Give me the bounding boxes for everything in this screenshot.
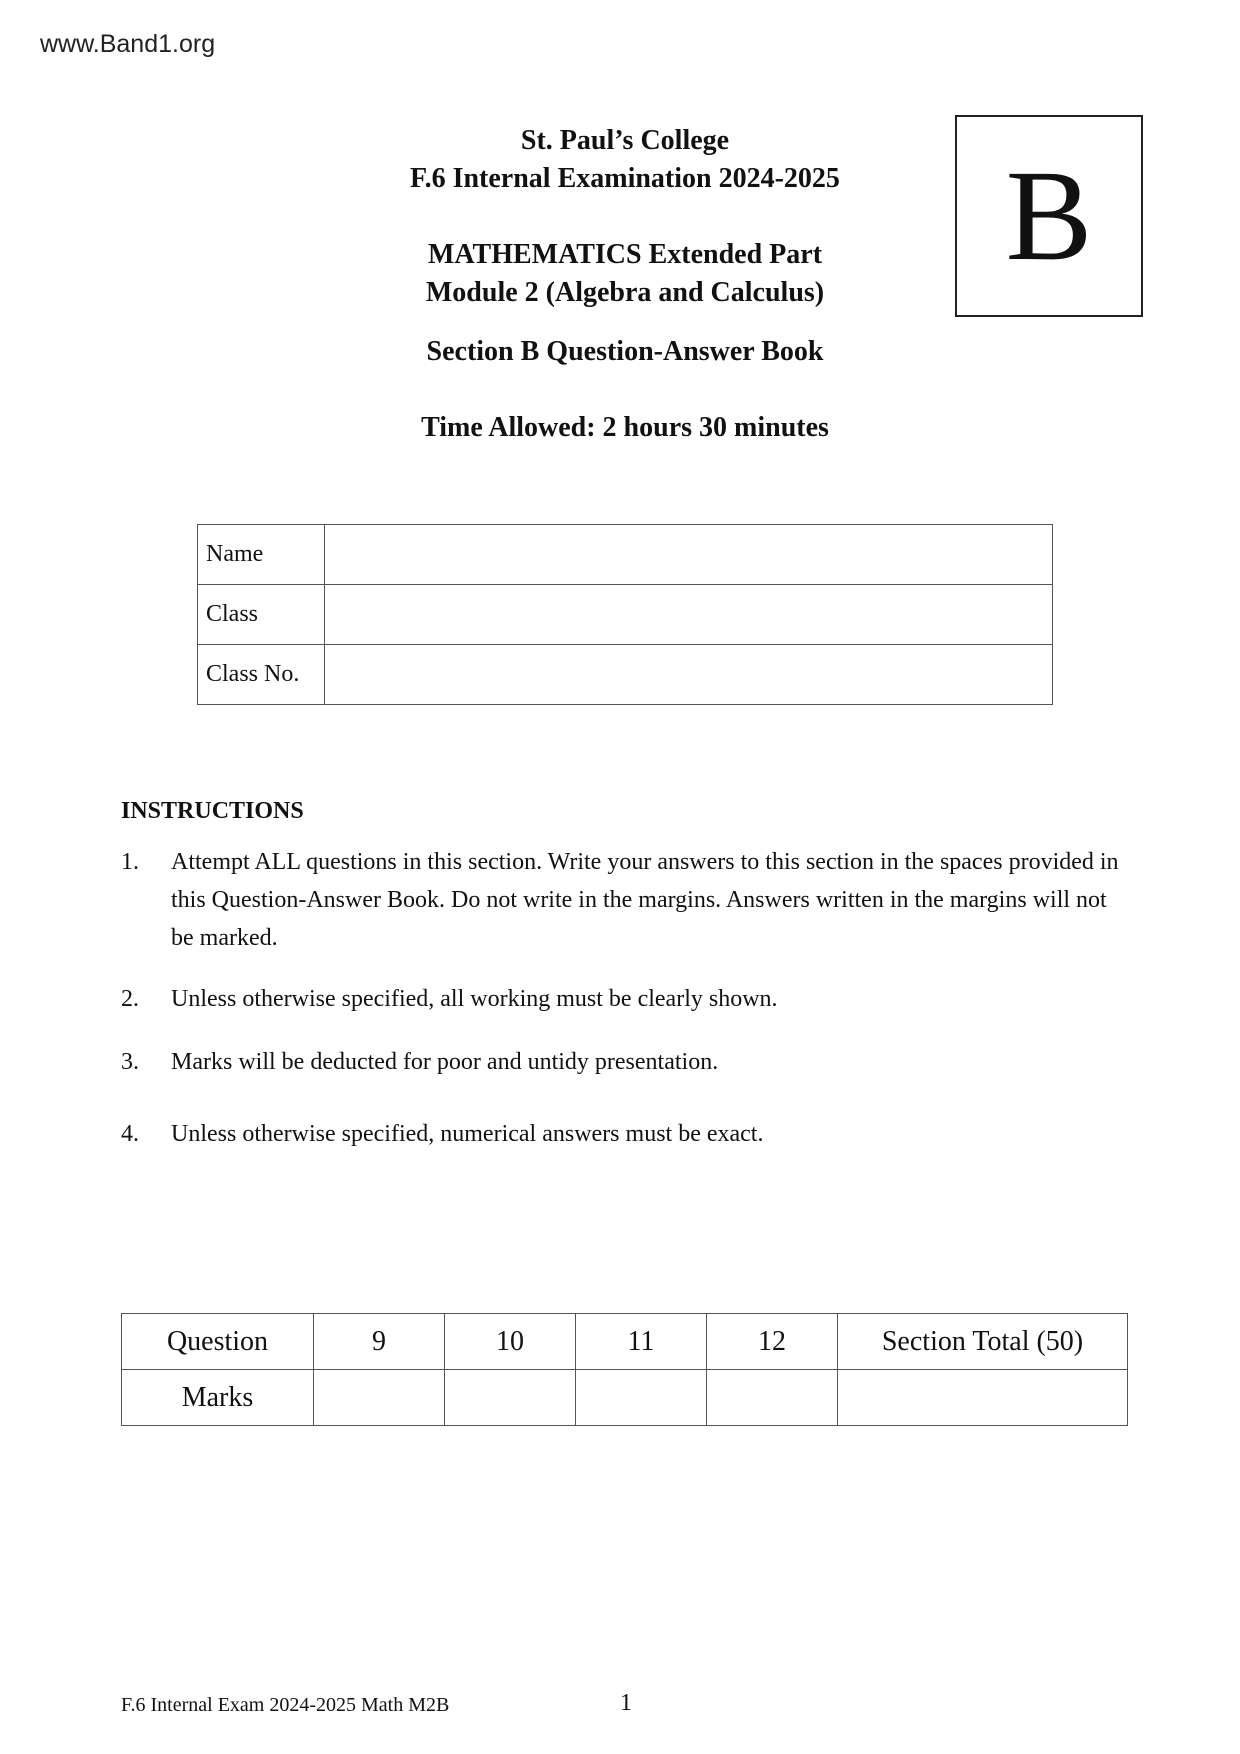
exam-name: F.6 Internal Examination 2024-2025	[410, 163, 840, 194]
section-letter-box: B	[955, 115, 1143, 317]
question-number-cell: 10	[445, 1314, 576, 1370]
instruction-number: 4.	[121, 1121, 139, 1147]
info-label: Class No.	[198, 645, 325, 705]
exam-header-top	[320, 122, 930, 198]
footer-exam-label: F.6 Internal Exam 2024-2025 Math M2B	[121, 1694, 450, 1716]
instruction-number: 2.	[121, 986, 139, 1012]
school-name: St. Paul’s College	[520, 125, 730, 156]
info-row-class	[198, 585, 1053, 645]
section-total-header-cell: Section Total (50)	[838, 1314, 1128, 1370]
instruction-text: Unless otherwise specified, all working must be clearly shown.	[171, 986, 778, 1012]
book-title-block	[320, 333, 930, 371]
class-no-field[interactable]	[325, 645, 1053, 705]
marks-cell[interactable]	[707, 1370, 838, 1426]
marks-cell[interactable]	[314, 1370, 445, 1426]
info-label: Name	[198, 525, 325, 585]
instruction-text: Attempt ALL questions in this section. Write your answers to this section in the spaces provided in this Question-Answer Book. Do not write in the margins. Answers written in the margins will not be marked.	[171, 849, 1119, 951]
subject-title: MATHEMATICS Extended Part	[427, 239, 823, 270]
instruction-text: Marks will be deducted for poor and untidy presentation.	[171, 1049, 719, 1075]
marks-cell[interactable]	[576, 1370, 707, 1426]
marks-values-row	[122, 1370, 1128, 1426]
question-number-cell: 11	[576, 1314, 707, 1370]
page-number: 1	[620, 1690, 632, 1716]
marks-label-cell: Marks	[122, 1370, 314, 1426]
question-header-cell: Question	[122, 1314, 314, 1370]
instruction-text: Unless otherwise specified, numerical answers must be exact.	[171, 1121, 764, 1147]
info-label: Class	[198, 585, 325, 645]
exam-subject-block	[320, 236, 930, 312]
time-allowed: Time Allowed: 2 hours 30 minutes	[421, 412, 829, 443]
instructions-heading: INSTRUCTIONS	[121, 798, 304, 824]
name-field[interactable]	[325, 525, 1053, 585]
class-field[interactable]	[325, 585, 1053, 645]
instruction-number: 3.	[121, 1049, 139, 1075]
watermark-url: www.Band1.org	[40, 30, 216, 58]
marks-table	[121, 1313, 1128, 1426]
question-number-cell: 12	[707, 1314, 838, 1370]
time-block	[320, 409, 930, 447]
section-total-cell[interactable]	[838, 1370, 1128, 1426]
marks-cell[interactable]	[445, 1370, 576, 1426]
info-row-class-no	[198, 645, 1053, 705]
marks-header-row	[122, 1314, 1128, 1370]
book-title: Section B Question-Answer Book	[426, 336, 824, 367]
info-row-name	[198, 525, 1053, 585]
module-title: Module 2 (Algebra and Calculus)	[425, 277, 825, 308]
question-number-cell: 9	[314, 1314, 445, 1370]
candidate-info-table	[197, 524, 1053, 705]
instruction-number: 1.	[121, 849, 139, 875]
